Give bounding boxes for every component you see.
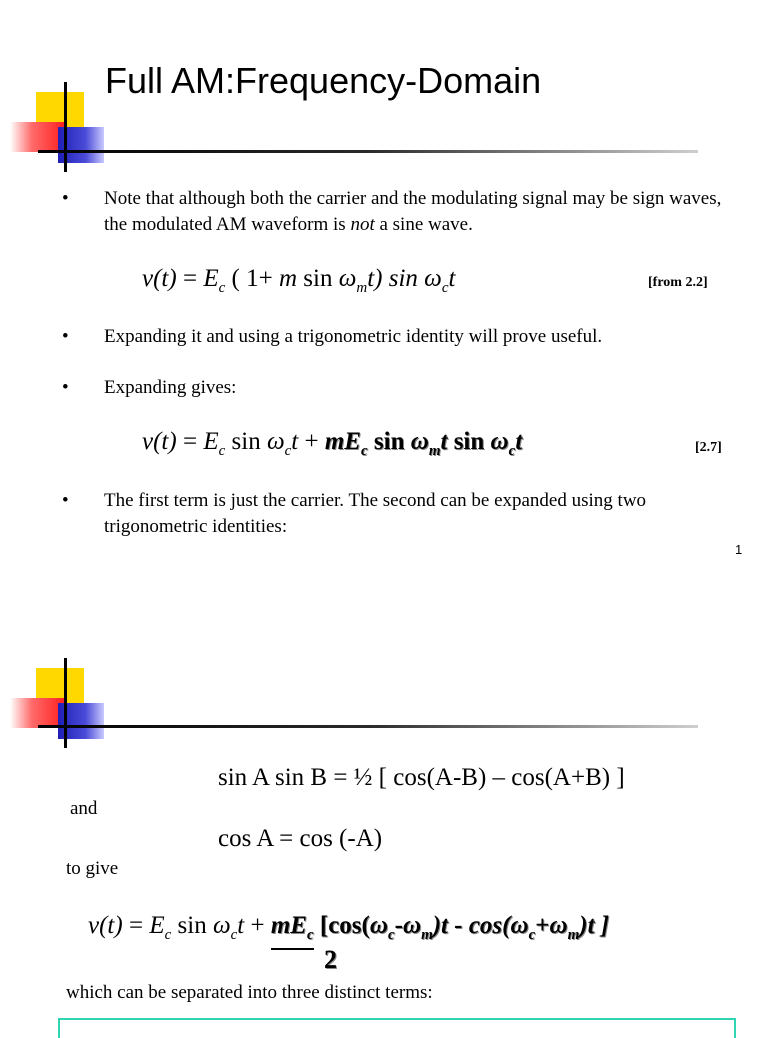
bullet-marker: • [62,326,69,347]
title-rule [38,150,698,153]
to-give-text: to give [66,858,119,879]
equation-ref-2-7: [2.7] [695,440,722,455]
slide-2 [0,580,768,1024]
identity-cos-even: cos A = cos (-A) [218,825,383,852]
closing-text: which can be separated into three distinct terms: [66,982,433,1003]
terms-box [58,1018,736,1038]
bullet-marker: • [62,188,69,209]
fraction-denominator: 2 [324,945,337,974]
logo-vertical-line [64,658,67,748]
equation-expanded: $v(t) = E_c$ $\sin \omega_ct + mE_c$ [$\cos(\omega_c-\omega_m)t - \cos(\omega_c+\omega_m)t$ ] [88,912,609,950]
fraction-numerator: $mE_c$ [271,913,314,950]
equation-2-7: $v(t) = E_c$ $\sin \omega_ct + mE_c$ $\sin \omega_mt$ $\sin \omega_ct$ [142,428,523,459]
bullet-marker: • [62,490,69,511]
bullet-3-text: Expanding gives: [104,377,237,398]
bullet-1-text: Note that although both the carrier and the modulating signal may be sign waves, the modulated AM waveform is not a sine wave. [104,188,722,235]
equation-ref-from-2-2: [from 2.2] [648,275,708,290]
bullet-1-emphasis: not [350,214,375,235]
slide-title: Full AM:Frequency-Domain [105,60,542,101]
bullet-4-text: The first term is just the carrier. The second can be expanded using two trigonometric identities: [104,490,647,537]
bullet-2-text: Expanding it and using a trigonometric identity will prove useful. [104,326,603,347]
logo-red-square [10,122,65,152]
logo-red-square [10,698,65,728]
logo-vertical-line [64,82,67,172]
slide-logo [0,82,110,192]
title-rule [38,725,698,728]
bullet-marker: • [62,377,69,398]
slide-logo [0,658,110,768]
equation-from-2-2: $v(t) = E_c$ ( 1+ m $\sin \omega_mt$) $\sin \omega_ct$ [142,265,456,296]
and-text: and [70,798,98,819]
page-number: 1 [735,542,743,557]
identity-product-to-sum: sin A sin B = ½ [ cos(A-B) – cos(A+B) ] [218,764,625,791]
